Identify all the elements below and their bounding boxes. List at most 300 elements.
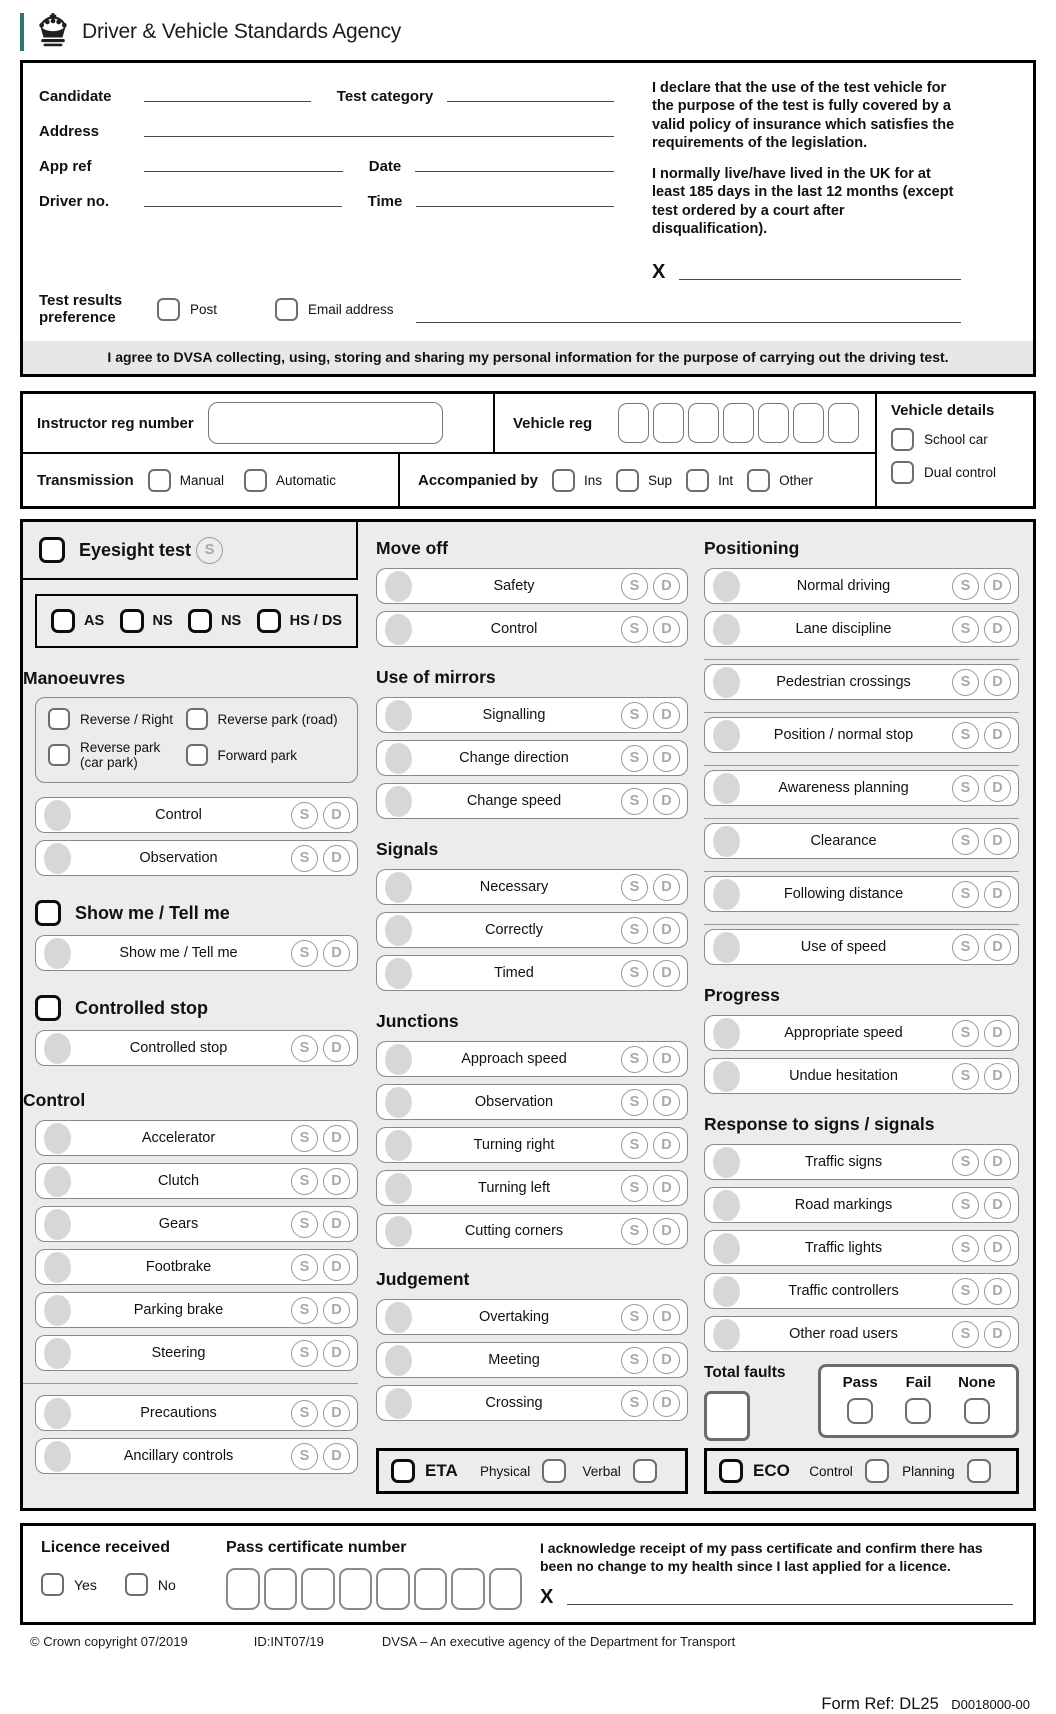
serious-marker[interactable]: S — [621, 1175, 648, 1202]
dangerous-marker[interactable]: D — [653, 1304, 680, 1331]
candidate-signature-line[interactable] — [679, 278, 961, 280]
dangerous-marker[interactable]: D — [653, 1218, 680, 1245]
fault-dot[interactable] — [44, 938, 71, 969]
manoeuvre-checkbox[interactable] — [186, 744, 208, 766]
post-label: Post — [190, 301, 218, 317]
serious-marker[interactable]: S — [621, 745, 648, 772]
serious-marker[interactable]: S — [291, 1168, 318, 1195]
total-faults-label: Total faults — [704, 1364, 786, 1382]
serious-marker[interactable]: S — [621, 573, 648, 600]
fault-label: Turning right — [473, 1137, 555, 1154]
result-option-checkbox[interactable] — [905, 1398, 931, 1424]
vehicle-detail-label: Dual control — [924, 465, 997, 481]
fault-dot[interactable] — [44, 1166, 71, 1197]
serious-marker[interactable]: S — [952, 1063, 979, 1090]
serious-marker[interactable]: S — [291, 1254, 318, 1281]
fault-dot[interactable] — [385, 872, 412, 903]
vehicle-detail-checkbox[interactable] — [891, 428, 914, 451]
fault-dot[interactable] — [385, 1173, 412, 1204]
driver-no-line[interactable] — [144, 205, 342, 207]
fault-dot[interactable] — [385, 1044, 412, 1075]
eta-option-label: Verbal — [582, 1463, 621, 1479]
fault-label: Ancillary controls — [123, 1448, 234, 1465]
assessment-section — [20, 519, 1036, 1511]
serious-marker[interactable]: S — [952, 1321, 979, 1348]
dangerous-marker[interactable]: D — [984, 669, 1011, 696]
fault-row — [704, 568, 1019, 604]
fault-dot[interactable] — [713, 773, 740, 804]
serious-marker[interactable]: S — [952, 1278, 979, 1305]
serious-marker[interactable]: S — [621, 1132, 648, 1159]
fault-dot[interactable] — [713, 720, 740, 751]
licence-option-checkbox[interactable] — [125, 1573, 148, 1596]
fault-dot[interactable] — [385, 1345, 412, 1376]
serious-marker[interactable]: S — [621, 874, 648, 901]
email-checkbox[interactable] — [275, 298, 298, 321]
accompanied-option-label: Other — [779, 472, 813, 488]
eco-checkbox[interactable] — [719, 1459, 743, 1483]
fault-row — [35, 1163, 358, 1199]
accompanied-by-label: Accompanied by — [418, 471, 539, 489]
eco-label: ECO — [753, 1461, 790, 1481]
manoeuvre-checkbox[interactable] — [48, 744, 70, 766]
eta-options — [464, 1459, 673, 1483]
result-code-checkbox[interactable] — [257, 609, 281, 633]
dangerous-marker[interactable]: D — [984, 881, 1011, 908]
transmission-options — [148, 469, 356, 492]
serious-marker[interactable]: S — [291, 1443, 318, 1470]
serious-marker[interactable]: S — [621, 616, 648, 643]
vehicle-detail-checkbox[interactable] — [891, 461, 914, 484]
section-divider — [704, 659, 1019, 660]
dangerous-marker[interactable]: D — [984, 573, 1011, 600]
result-option-checkbox[interactable] — [964, 1398, 990, 1424]
fault-row — [376, 1342, 688, 1378]
serious-marker[interactable]: S — [952, 722, 979, 749]
fault-row — [35, 935, 358, 971]
fault-dot[interactable] — [44, 1123, 71, 1154]
time-label: Time — [367, 193, 403, 210]
fault-label: Observation — [474, 1094, 554, 1111]
fault-dot[interactable] — [385, 1388, 412, 1419]
progress-fault-rows — [704, 1008, 1019, 1094]
eyesight-label: Eyesight test — [79, 539, 192, 560]
pass-certificate-char-box[interactable] — [301, 1568, 335, 1610]
section-divider — [23, 1383, 358, 1384]
fault-row — [376, 955, 688, 991]
fault-dot[interactable] — [713, 1147, 740, 1178]
doc-code: D0018000-00 — [951, 1697, 1030, 1713]
accompanied-checkbox[interactable] — [616, 469, 639, 492]
mirrors-fault-rows — [376, 690, 688, 819]
crown-logo-icon — [34, 13, 72, 52]
fault-row — [376, 568, 688, 604]
eco-box — [704, 1448, 1019, 1494]
serious-marker[interactable]: S — [621, 1390, 648, 1417]
manoeuvre-option-label: Reverse / Right — [80, 711, 174, 727]
serious-marker[interactable]: S — [621, 1347, 648, 1374]
response-fault-rows — [704, 1137, 1019, 1352]
dangerous-marker[interactable]: D — [984, 722, 1011, 749]
vehicle-reg-char-box[interactable] — [723, 403, 754, 443]
accompanied-option-label: Ins — [584, 472, 603, 488]
dangerous-marker[interactable]: D — [323, 1400, 350, 1427]
fault-dot[interactable] — [713, 1018, 740, 1049]
fault-label: Observation — [139, 850, 218, 867]
controlled-stop-heading — [35, 995, 358, 1021]
serious-marker[interactable]: S — [952, 1149, 979, 1176]
controlled-stop-title: Controlled stop — [75, 997, 208, 1018]
fault-dot[interactable] — [385, 743, 412, 774]
serious-marker[interactable]: S — [952, 1235, 979, 1262]
serious-marker[interactable]: S — [952, 1020, 979, 1047]
time-line[interactable] — [416, 205, 614, 207]
dangerous-marker[interactable]: D — [323, 1125, 350, 1152]
fault-label: Accelerator — [141, 1130, 216, 1147]
serious-marker[interactable]: S — [952, 934, 979, 961]
serious-marker[interactable]: S — [291, 1340, 318, 1367]
vehicle-reg-char-box[interactable] — [828, 403, 859, 443]
controlled-stop-checkbox[interactable] — [35, 995, 61, 1021]
fault-dot[interactable] — [385, 958, 412, 989]
date-line[interactable] — [415, 170, 614, 172]
dangerous-marker[interactable]: D — [653, 702, 680, 729]
licence-option-checkbox[interactable] — [41, 1573, 64, 1596]
dangerous-marker[interactable]: D — [323, 940, 350, 967]
fault-dot[interactable] — [713, 826, 740, 857]
serious-marker[interactable]: S — [621, 1304, 648, 1331]
fault-dot[interactable] — [385, 1087, 412, 1118]
serious-marker[interactable]: S — [621, 1046, 648, 1073]
candidate-line[interactable] — [144, 100, 311, 102]
fault-dot[interactable] — [713, 1233, 740, 1264]
pass-certificate-char-box[interactable] — [264, 1568, 298, 1610]
fault-dot[interactable] — [713, 614, 740, 645]
fault-row — [376, 1170, 688, 1206]
fault-dot[interactable] — [44, 1338, 71, 1369]
vehicle-reg-label: Vehicle reg — [513, 414, 593, 432]
serious-marker[interactable]: S — [952, 775, 979, 802]
eco-option-checkbox[interactable] — [967, 1459, 991, 1483]
positioning-heading: Positioning — [704, 538, 800, 559]
transmission-checkbox[interactable] — [244, 469, 267, 492]
serious-marker[interactable]: S — [621, 1218, 648, 1245]
date-label: Date — [368, 158, 402, 175]
dangerous-marker[interactable]: D — [653, 1175, 680, 1202]
serious-marker[interactable]: S — [952, 616, 979, 643]
accent-bar — [20, 13, 24, 51]
fault-row — [35, 1395, 358, 1431]
mirrors-heading: Use of mirrors — [376, 667, 496, 688]
eta-option-checkbox[interactable] — [633, 1459, 657, 1483]
eta-option-checkbox[interactable] — [542, 1459, 566, 1483]
dangerous-marker[interactable]: D — [323, 845, 350, 872]
fault-dot[interactable] — [385, 1130, 412, 1161]
result-code-checkbox[interactable] — [120, 609, 144, 633]
result-option-label: Pass — [842, 1374, 878, 1392]
form-id-text: ID:INT07/19 — [253, 1634, 324, 1650]
insurance-declaration-text: I declare that the use of the test vehicle for the purpose of the test is fully covered by a valid policy of insurance which satisfies the requirements of the legislation. — [652, 80, 955, 151]
fault-row — [376, 1041, 688, 1077]
fault-row — [35, 1249, 358, 1285]
dangerous-marker[interactable]: D — [323, 1297, 350, 1324]
fault-row — [704, 876, 1019, 912]
dangerous-marker[interactable]: D — [984, 775, 1011, 802]
control-heading: Control — [23, 1090, 86, 1111]
fault-row — [376, 912, 688, 948]
pass-certificate-char-box[interactable] — [376, 1568, 410, 1610]
fault-dot[interactable] — [385, 786, 412, 817]
dangerous-marker[interactable]: D — [653, 1390, 680, 1417]
serious-marker[interactable]: S — [952, 573, 979, 600]
vehicle-reg-char-box[interactable] — [758, 403, 789, 443]
fault-row — [376, 1213, 688, 1249]
accompanied-checkbox[interactable] — [552, 469, 575, 492]
result-code-label: NS — [221, 613, 242, 630]
dangerous-marker[interactable]: D — [653, 788, 680, 815]
serious-marker[interactable]: S — [952, 828, 979, 855]
fault-row — [35, 1438, 358, 1474]
fault-dot[interactable] — [44, 843, 71, 874]
transmission-label: Transmission — [37, 471, 134, 489]
dangerous-marker[interactable]: D — [323, 1340, 350, 1367]
serious-marker[interactable]: S — [291, 1035, 318, 1062]
email-address-line[interactable] — [416, 321, 961, 323]
fault-dot[interactable] — [44, 1209, 71, 1240]
fault-row — [704, 1273, 1019, 1309]
receipt-signature-line[interactable] — [567, 1603, 1013, 1605]
accompanied-checkbox[interactable] — [747, 469, 770, 492]
fault-label: Safety — [493, 578, 535, 595]
fault-dot[interactable] — [713, 1276, 740, 1307]
dangerous-marker[interactable]: D — [653, 616, 680, 643]
fault-row — [376, 869, 688, 905]
fault-dot[interactable] — [385, 700, 412, 731]
accompanied-checkbox[interactable] — [686, 469, 709, 492]
eta-option-label: Physical — [479, 1463, 531, 1479]
show-me-title: Show me / Tell me — [75, 902, 230, 923]
fault-dot[interactable] — [44, 1033, 71, 1064]
fault-label: Overtaking — [478, 1309, 550, 1326]
serious-marker[interactable]: S — [952, 669, 979, 696]
vehicle-reg-char-box[interactable] — [618, 403, 649, 443]
serious-marker[interactable]: S — [291, 1211, 318, 1238]
eco-option-checkbox[interactable] — [865, 1459, 889, 1483]
dangerous-marker[interactable]: D — [984, 828, 1011, 855]
licence-option-label: No — [157, 1576, 176, 1593]
move-off-fault-rows — [376, 561, 688, 647]
fault-label: Normal driving — [796, 578, 891, 595]
signature-x-mark: X — [540, 1586, 554, 1609]
serious-marker[interactable]: S — [291, 1400, 318, 1427]
eyesight-checkbox[interactable] — [39, 537, 65, 563]
result-code-checkbox[interactable] — [51, 609, 75, 633]
dangerous-marker[interactable]: D — [653, 874, 680, 901]
fault-dot[interactable] — [44, 1441, 71, 1472]
email-label: Email address — [308, 301, 394, 317]
footer — [20, 1634, 1036, 1649]
dangerous-marker[interactable]: D — [653, 1347, 680, 1374]
controlled-stop-fault-rows — [35, 1023, 358, 1066]
serious-marker[interactable]: S — [291, 845, 318, 872]
show-me-checkbox[interactable] — [35, 900, 61, 926]
dangerous-marker[interactable]: D — [653, 745, 680, 772]
fault-dot[interactable] — [713, 879, 740, 910]
fault-row — [704, 1316, 1019, 1352]
dangerous-marker[interactable]: D — [984, 1278, 1011, 1305]
fault-dot[interactable] — [713, 932, 740, 963]
pass-certificate-char-box[interactable] — [451, 1568, 485, 1610]
serious-marker[interactable]: S — [952, 1192, 979, 1219]
dangerous-marker[interactable]: D — [653, 1089, 680, 1116]
dangerous-marker[interactable]: D — [984, 1063, 1011, 1090]
candidate-section — [20, 60, 1036, 377]
road-section-fault-rows — [704, 647, 1019, 965]
dangerous-marker[interactable]: D — [653, 573, 680, 600]
positioning-fault-rows — [704, 561, 1019, 647]
fault-dot[interactable] — [385, 1302, 412, 1333]
fault-dot[interactable] — [44, 1252, 71, 1283]
serious-marker[interactable]: S — [952, 881, 979, 908]
signature-x-mark: X — [652, 261, 666, 284]
dangerous-marker[interactable]: D — [984, 934, 1011, 961]
response-heading: Response to signs / signals — [704, 1114, 935, 1135]
instructor-reg-input[interactable] — [208, 402, 443, 444]
app-ref-line[interactable] — [144, 170, 343, 172]
vehicle-reg-char-box[interactable] — [653, 403, 684, 443]
dangerous-marker[interactable]: D — [323, 1443, 350, 1470]
fault-dot[interactable] — [44, 1295, 71, 1326]
fault-row — [704, 1230, 1019, 1266]
fault-label: Other road users — [789, 1326, 898, 1343]
accompanied-option-label: Sup — [648, 472, 673, 488]
dangerous-marker[interactable]: D — [653, 960, 680, 987]
driver-no-label: Driver no. — [39, 193, 110, 210]
serious-marker[interactable]: S — [621, 960, 648, 987]
pass-certificate-char-box[interactable] — [339, 1568, 373, 1610]
dangerous-marker[interactable]: D — [323, 1254, 350, 1281]
dangerous-marker[interactable]: D — [323, 1035, 350, 1062]
fault-label: Undue hesitation — [789, 1068, 898, 1085]
fault-label: Cutting corners — [464, 1223, 564, 1240]
vehicle-reg-char-box[interactable] — [793, 403, 824, 443]
fault-dot[interactable] — [713, 1061, 740, 1092]
fault-dot[interactable] — [713, 667, 740, 698]
assessment-middle-column — [376, 522, 688, 1508]
fault-row — [35, 1206, 358, 1242]
result-code-checkbox[interactable] — [188, 609, 212, 633]
assessment-left-column — [23, 522, 358, 1508]
serious-marker[interactable]: S — [621, 1089, 648, 1116]
vehicle-reg-char-box[interactable] — [688, 403, 719, 443]
fault-label: Use of speed — [800, 939, 887, 956]
serious-marker[interactable]: S — [621, 917, 648, 944]
result-option-label: Fail — [905, 1374, 932, 1392]
dangerous-marker[interactable]: D — [653, 1046, 680, 1073]
serious-marker[interactable]: S — [291, 1125, 318, 1152]
eco-options — [796, 1459, 1004, 1483]
eta-checkbox[interactable] — [391, 1459, 415, 1483]
dangerous-marker[interactable]: D — [323, 802, 350, 829]
show-me-fault-rows — [35, 928, 358, 971]
fault-dot[interactable] — [44, 800, 71, 831]
pass-certificate-label: Pass certificate number — [226, 1539, 407, 1557]
dangerous-marker[interactable]: D — [984, 616, 1011, 643]
fault-row — [35, 840, 358, 876]
dangerous-marker[interactable]: D — [984, 1020, 1011, 1047]
pass-certificate-char-box[interactable] — [489, 1568, 523, 1610]
fault-dot[interactable] — [385, 614, 412, 645]
licence-received-label: Licence received — [41, 1539, 170, 1557]
fault-row — [704, 929, 1019, 965]
total-faults-box[interactable] — [704, 1391, 750, 1441]
fault-row — [35, 1030, 358, 1066]
dangerous-marker[interactable]: D — [323, 1168, 350, 1195]
eyesight-test-box — [23, 522, 358, 580]
test-category-line[interactable] — [447, 100, 614, 102]
post-checkbox[interactable] — [157, 298, 180, 321]
result-code-label: AS — [84, 613, 105, 630]
fault-dot[interactable] — [713, 1319, 740, 1350]
dangerous-marker[interactable]: D — [653, 1132, 680, 1159]
dangerous-marker[interactable]: D — [984, 1235, 1011, 1262]
fault-dot[interactable] — [385, 915, 412, 946]
pass-certificate-char-box[interactable] — [414, 1568, 448, 1610]
residency-declaration-text: I normally live/have lived in the UK for at least 185 days in the last 12 months (except test ordered by a court after disqualification). — [652, 166, 954, 237]
fault-label: Meeting — [488, 1352, 540, 1369]
serious-marker[interactable]: S — [621, 788, 648, 815]
serious-marker[interactable]: S — [196, 537, 223, 564]
fault-row — [376, 1127, 688, 1163]
eco-option-label: Control — [809, 1463, 853, 1479]
instructor-reg-label: Instructor reg number — [37, 414, 194, 432]
fault-dot[interactable] — [385, 1216, 412, 1247]
manoeuvre-checkbox[interactable] — [186, 708, 208, 730]
serious-marker[interactable]: S — [291, 940, 318, 967]
manoeuvre-checkbox[interactable] — [48, 708, 70, 730]
candidate-label: Candidate — [39, 88, 112, 105]
transmission-checkbox[interactable] — [148, 469, 171, 492]
result-option-checkbox[interactable] — [847, 1398, 873, 1424]
serious-marker[interactable]: S — [291, 802, 318, 829]
section-divider — [704, 924, 1019, 925]
dangerous-marker[interactable]: D — [984, 1192, 1011, 1219]
fault-label: Turning left — [478, 1180, 550, 1197]
fault-label: Appropriate speed — [784, 1025, 903, 1042]
agency-text: DVSA – An executive agency of the Department for Transport — [381, 1634, 736, 1650]
pass-certificate-char-box[interactable] — [226, 1568, 260, 1610]
section-divider — [704, 871, 1019, 872]
dangerous-marker[interactable]: D — [323, 1211, 350, 1238]
address-label: Address — [39, 123, 100, 140]
dangerous-marker[interactable]: D — [984, 1321, 1011, 1348]
serious-marker[interactable]: S — [621, 702, 648, 729]
serious-marker[interactable]: S — [291, 1297, 318, 1324]
fault-dot[interactable] — [44, 1398, 71, 1429]
result-codes-box — [35, 594, 358, 648]
fault-dot[interactable] — [713, 571, 740, 602]
acknowledgment-text: I acknowledge receipt of my pass certificate and confirm there has been no change to my health since I last applied for a licence. — [540, 1540, 983, 1575]
dangerous-marker[interactable]: D — [653, 917, 680, 944]
address-line[interactable] — [144, 135, 614, 137]
dangerous-marker[interactable]: D — [984, 1149, 1011, 1176]
fault-label: Traffic lights — [804, 1240, 883, 1257]
section-divider — [704, 712, 1019, 713]
app-ref-label: App ref — [39, 158, 92, 175]
fault-dot[interactable] — [713, 1190, 740, 1221]
judgement-fault-rows — [376, 1292, 688, 1421]
fault-dot[interactable] — [385, 571, 412, 602]
